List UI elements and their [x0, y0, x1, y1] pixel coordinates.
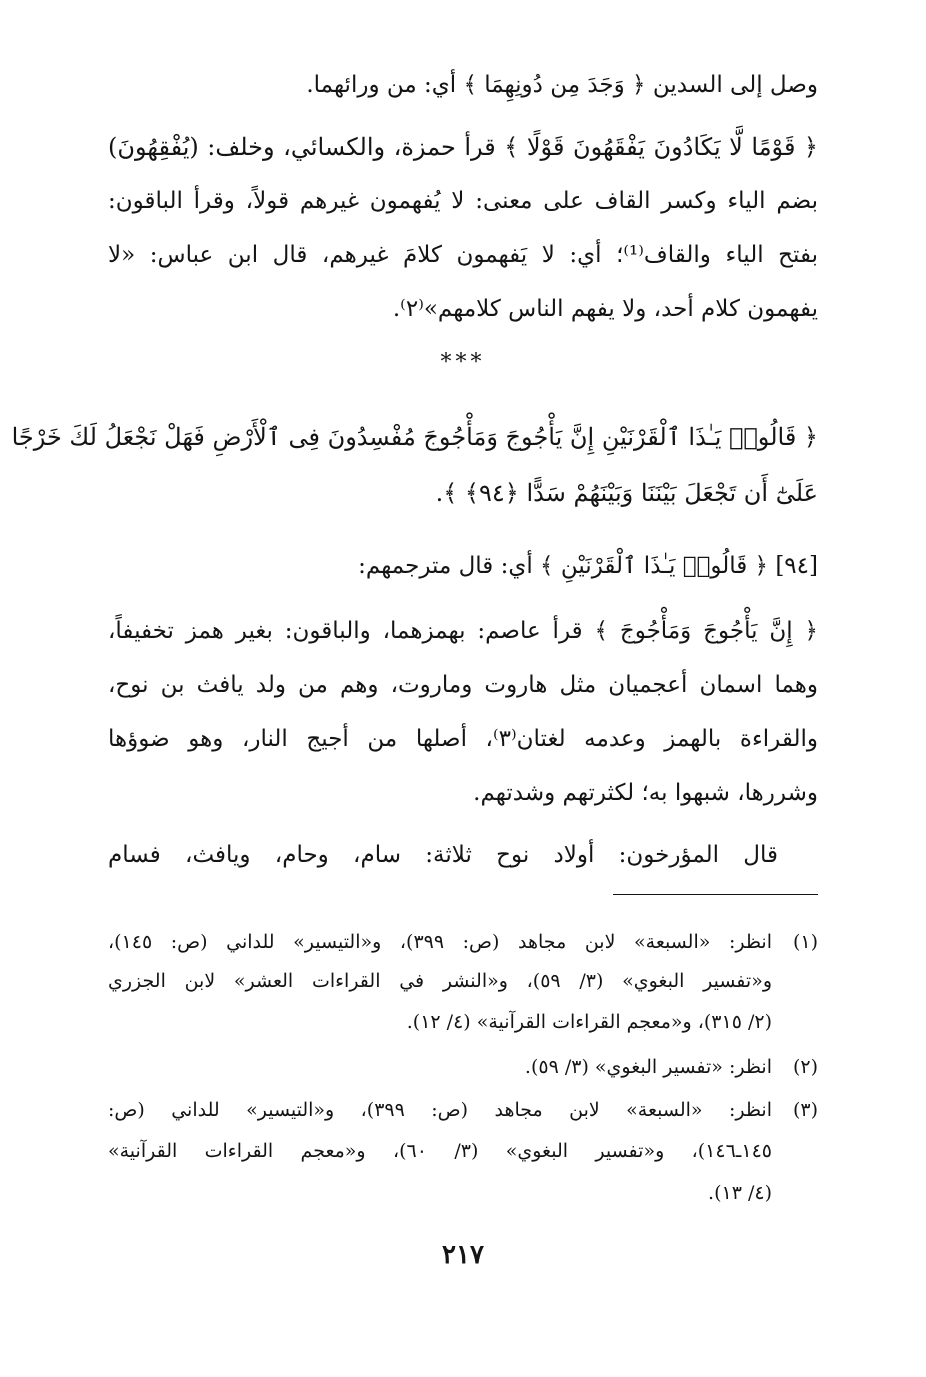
quran-verse-line: ﴿ قَالُوا۟ يَـٰذَا ٱلْقَرْنَيْنِ إِنَّ يَأْجُوجَ وَمَأْجُوجَ مُفْسِدُونَ فِى ٱلْأَرْضِ فَهَلْ نَجْعَلُ لَكَ خَرْجًا: [11, 423, 818, 451]
body-line: ﴿ إِنَّ يَأْجُوجَ وَمَأْجُوجَ ﴾ قرأ عاصم: بهمزهما، والباقون: بغير همز تخفيفاً،: [108, 618, 818, 644]
footnote-number: (٢): [792, 1056, 818, 1078]
footnote-1-cont: [108, 966, 818, 996]
footnote-2: [108, 1052, 818, 1082]
section-separator: ***: [440, 350, 486, 375]
footnote-3-cont: [108, 1178, 818, 1208]
footnote-line: (٤/ ١٣).: [708, 1182, 772, 1204]
footnote-line: (٢/ ٣١٥)، و«معجم القراءات القرآنية» (٤/ ١٢).: [406, 1011, 772, 1033]
body-line: والقراءة بالهمز وعدمه لغتان⁽٣⁾، أصلها من أجيج النار، وهو ضوؤها: [108, 726, 818, 752]
footnote-number: (١): [792, 931, 818, 953]
body-line: وهما اسمان أعجميان مثل هاروت وماروت، وهم من ولد يافث بن نوح،: [108, 672, 818, 698]
body-line: وصل إلى السدين ﴿ وَجَدَ مِن دُونِهِمَا ﴾ أي: من ورائهما.: [306, 72, 818, 98]
footnote-line: و«تفسير البغوي» (٣/ ٥٩)، و«النشر في القراءات العشر» لابن الجزري: [108, 970, 772, 992]
footnote-line: انظر: «السبعة» لابن مجاهد (ص: ٣٩٩)، و«التيسير» للداني (ص: ١٤٥)،: [108, 931, 772, 953]
footnote-separator: [613, 894, 818, 895]
footnote-line: انظر: «تفسير البغوي» (٣/ ٥٩).: [524, 1056, 772, 1078]
body-line: يفهمون كلام أحد، ولا يفهم الناس كلامهم»⁽٢⁾.: [392, 296, 818, 322]
footnote-line: ١٤٥ـ١٤٦)، و«تفسير البغوي» (٣/ ٦٠)، و«معجم القراءات القرآنية»: [108, 1140, 772, 1162]
footnote-1-cont: [108, 1007, 818, 1037]
body-line: بضم الياء وكسر القاف على معنى: لا يُفهمون غيرهم قولاً، وقرأ الباقون:: [108, 188, 818, 214]
footnote-3-cont: [108, 1136, 818, 1166]
footnote-number: (٣): [792, 1099, 818, 1121]
body-line: قال المؤرخون: أولاد نوح ثلاثة: سام، وحام، ويافث، فسام: [108, 842, 778, 868]
body-line: وشررها، شبهوا به؛ لكثرتهم وشدتهم.: [473, 780, 818, 806]
verse-commentary-heading: [٩٤] ﴿ قَالُوا۟ يَـٰذَا ٱلْقَرْنَيْنِ ﴾ أي: قال مترجمهم:: [358, 553, 818, 579]
footnote-3: [108, 1095, 818, 1125]
quran-verse-line: عَلَىٰٓ أَن تَجْعَلَ بَيْنَنَا وَبَيْنَهُمْ سَدًّا ﴿٩٤﴾ ﴾.: [435, 479, 818, 507]
footnote-1: [108, 927, 818, 957]
body-line: بفتح الياء والقاف⁽¹⁾؛ أي: لا يَفهمون كلامَ غيرهم، قال ابن عباس: «لا: [108, 242, 818, 268]
page-number: ٢١٧: [442, 1240, 484, 1270]
body-line: ﴿ قَوْمًا لَّا يَكَادُونَ يَفْقَهُونَ قَوْلًا ﴾ قرأ حمزة، والكسائي، وخلف: (يُفْقِهُونَ): [108, 133, 818, 161]
footnote-line: انظر: «السبعة» لابن مجاهد (ص: ٣٩٩)، و«التيسير» للداني (ص:: [108, 1099, 772, 1121]
